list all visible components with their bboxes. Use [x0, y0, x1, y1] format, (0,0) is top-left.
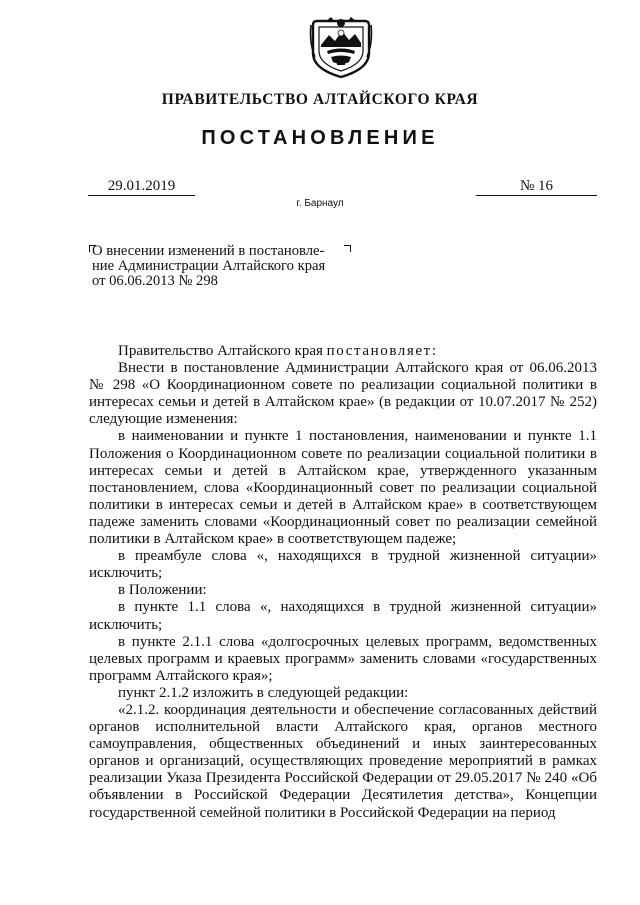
- body-paragraph: в пункте 2.1.1 слова «долгосрочных целевых программ, ведомственных целевых программ и краевых программ» заменить словами «государственных программ Алтайского края»;: [89, 633, 597, 684]
- subject-line: от 06.06.2013 № 298: [92, 273, 218, 289]
- coat-of-arms-icon: [309, 13, 373, 79]
- document-date: 29.01.2019: [107, 178, 176, 194]
- document-number: № 16: [519, 178, 554, 194]
- document-body: [89, 343, 597, 822]
- document-subject: [92, 244, 362, 289]
- intro-prefix: Правительство Алтайского края: [118, 343, 327, 359]
- subject-line: О внесении изменений в постановле-: [92, 243, 325, 259]
- city-label: г. Барнаул: [296, 198, 344, 209]
- document-type: ПОСТАНОВЛЕНИЕ: [201, 127, 439, 149]
- subject-line: ние Администрации Алтайского края: [92, 258, 326, 274]
- body-paragraph: в наименовании и пункте 1 постановления, наименовании и пункте 1.1 Положения о Координационном совете по реализации социальной политики в интересах семьи и детей в Алтайском крае, утвержденного указанным постановлением, слова «Координационный совет по реализации социальной политики в интересах семьи и детей в Алтайском крае» в соответствующем падеже заменить словами «Координационный совет по реализации семейной политики в Алтайском крае» в соответствующем падеже;: [89, 428, 597, 548]
- body-paragraph: Внести в постановление Администрации Алтайского края от 06.06.2013 № 298 «О Координационном совете по реализации социальной политики в интересах семьи и детей в Алтайском крае» (в редакции от 10.07.2017 № 252) следующие изменения:: [89, 360, 597, 428]
- date-underline: [88, 195, 195, 196]
- body-paragraph: в Положении:: [118, 582, 207, 599]
- body-paragraph: в пункте 1.1 слова «, находящихся в трудной жизненной ситуации» исключить;: [89, 599, 597, 633]
- number-underline: [476, 195, 597, 196]
- body-paragraph: в преамбуле слова «, находящихся в трудной жизненной ситуации» исключить;: [89, 548, 597, 582]
- government-name: ПРАВИТЕЛЬСТВО АЛТАЙСКОГО КРАЯ: [161, 91, 479, 108]
- body-paragraph: пункт 2.1.2 изложить в следующей редакции:: [118, 684, 409, 701]
- intro-keyword: постановляет: [326, 343, 432, 359]
- intro-suffix: :: [431, 343, 436, 359]
- body-paragraph: «2.1.2. координация деятельности и обеспечение согласованных действий органов исполнительной власти Алтайского края, органов местного самоуправления, общественных объединений и иных заинтересованных органов и организаций, осуществляющих проведение мероприятий в рамках реализации Указа Президента Российской Федерации от 29.05.2017 № 240 «Об объявлении в Российской Федерации Десятилетия детства», Концепции государственной семейной политики в Российской Федерации на период: [89, 701, 597, 821]
- intro-paragraph: [89, 343, 597, 360]
